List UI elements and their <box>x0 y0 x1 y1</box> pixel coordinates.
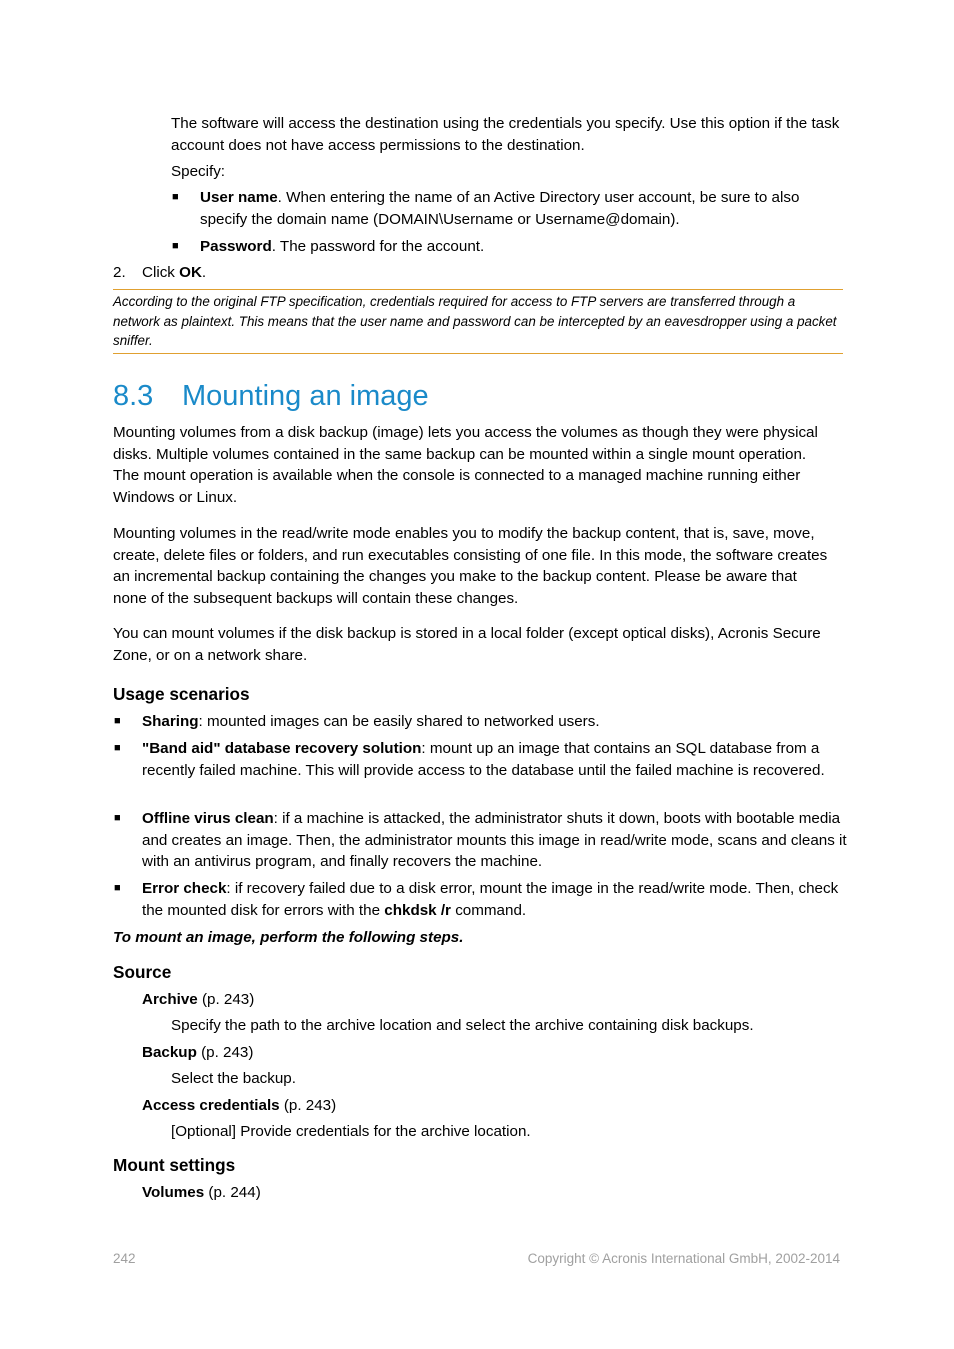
description: : mount up an image that contains an SQL database from a recently failed machine. This will provide access to the database until the failed machine is recovered. <box>142 740 825 779</box>
page-ref: (p. 243) <box>196 1044 254 1061</box>
specify-label: Specify: <box>171 163 226 180</box>
item-description: Select the backup. <box>171 1070 296 1087</box>
paragraph: Mounting volumes from a disk backup (image) lets you access the volumes as though they were physical disks. Multiple volumes contained in the same backup can be mounted within a single mount operation. The mount operation is available when the console is connected to a managed machine running either Windows or Linux. <box>113 424 818 506</box>
source-item-backup <box>142 1042 253 1064</box>
term: Archive <box>142 991 198 1008</box>
item-description: Specify the path to the archive location and select the archive containing disk backups. <box>171 1017 754 1034</box>
step-text-end: . <box>201 264 207 281</box>
source-item-archive <box>142 989 254 1011</box>
list-item <box>142 808 847 873</box>
bullet-icon: ■ <box>114 715 121 727</box>
section-heading <box>113 379 429 413</box>
steps-intro: To mount an image, perform the following steps. <box>113 929 464 946</box>
paragraph: Mounting volumes in the read/write mode enables you to modify the backup content, that is, save, move, create, delete files or folders, and run executables consisting of one file. In this mode, the software creates an incremental backup containing the changes you make to the backup content. Please be aware that none of the subsequent backups will contain these changes. <box>113 525 828 607</box>
list-item-password <box>200 236 843 258</box>
term: Password <box>200 238 272 255</box>
term: Volumes <box>142 1184 205 1201</box>
bullet-icon: ■ <box>114 882 121 894</box>
step-number: 2. <box>113 264 126 281</box>
source-heading: Source <box>113 962 172 982</box>
term: Sharing <box>142 713 199 730</box>
page-ref: (p. 243) <box>279 1097 337 1114</box>
page-number: 242 <box>113 1251 136 1266</box>
list-item-user-name <box>200 187 843 230</box>
step-2 <box>142 262 206 284</box>
term: Access credentials <box>142 1097 280 1114</box>
description: . The password for the account. <box>271 238 485 255</box>
term: Offline virus clean <box>142 810 274 827</box>
description: : if a machine is attacked, the administrator shuts it down, boots with bootable media and creates an image. Then, the administrator mounts this image in read/write mode, scans and cleans it with an antivirus program, and finally recovers the machine. <box>142 810 847 870</box>
term: Backup <box>142 1044 197 1061</box>
page-ref: (p. 243) <box>197 991 255 1008</box>
section-number: 8.3 <box>113 380 154 412</box>
description: : mounted images can be easily shared to networked users. <box>198 713 600 730</box>
bullet-icon: ■ <box>172 240 179 252</box>
mount-item-volumes <box>142 1182 261 1204</box>
term: Error check <box>142 880 227 897</box>
description-end: command. <box>450 901 527 919</box>
term: "Band aid" database recovery solution <box>142 740 422 757</box>
note-box <box>113 289 843 354</box>
command: chkdsk /r <box>384 901 451 919</box>
source-item-credentials <box>142 1095 336 1117</box>
usage-heading: Usage scenarios <box>113 684 250 704</box>
step-text: Click <box>142 264 180 281</box>
mount-settings-heading: Mount settings <box>113 1155 236 1175</box>
description: . When entering the name of an Active Directory user account, be sure to also specify the domain name (DOMAIN\Username or Username@domain). <box>200 189 800 228</box>
section-title: Mounting an image <box>182 380 429 412</box>
list-item <box>142 738 847 781</box>
bullet-icon: ■ <box>114 742 121 754</box>
intro-paragraph: The software will access the destination using the credentials you specify. Use this option if the task account does not have access permissions to the destination. <box>171 115 840 154</box>
note-text: According to the original FTP specification, credentials required for access to FTP servers are transferred through a network as plaintext. This means that the user name and password can be intercepted by an eavesdropper using a packet sniffer. <box>113 294 837 349</box>
copyright: Copyright © Acronis International GmbH, 2002-2014 <box>527 1251 840 1266</box>
list-item <box>142 878 847 921</box>
term: User name <box>200 189 278 206</box>
bullet-icon: ■ <box>114 812 121 824</box>
list-item <box>142 711 847 733</box>
item-description: [Optional] Provide credentials for the archive location. <box>171 1123 531 1140</box>
bullet-icon: ■ <box>172 191 179 203</box>
description: : if recovery failed due to a disk error, mount the image in the read/write mode. Then, check the mounted disk for errors with the <box>142 880 839 919</box>
paragraph: You can mount volumes if the disk backup is stored in a local folder (except optical disks), Acronis Secure Zone, or on a network share. <box>113 625 821 664</box>
page-ref: (p. 244) <box>204 1184 261 1201</box>
ok-term: OK <box>179 264 202 281</box>
